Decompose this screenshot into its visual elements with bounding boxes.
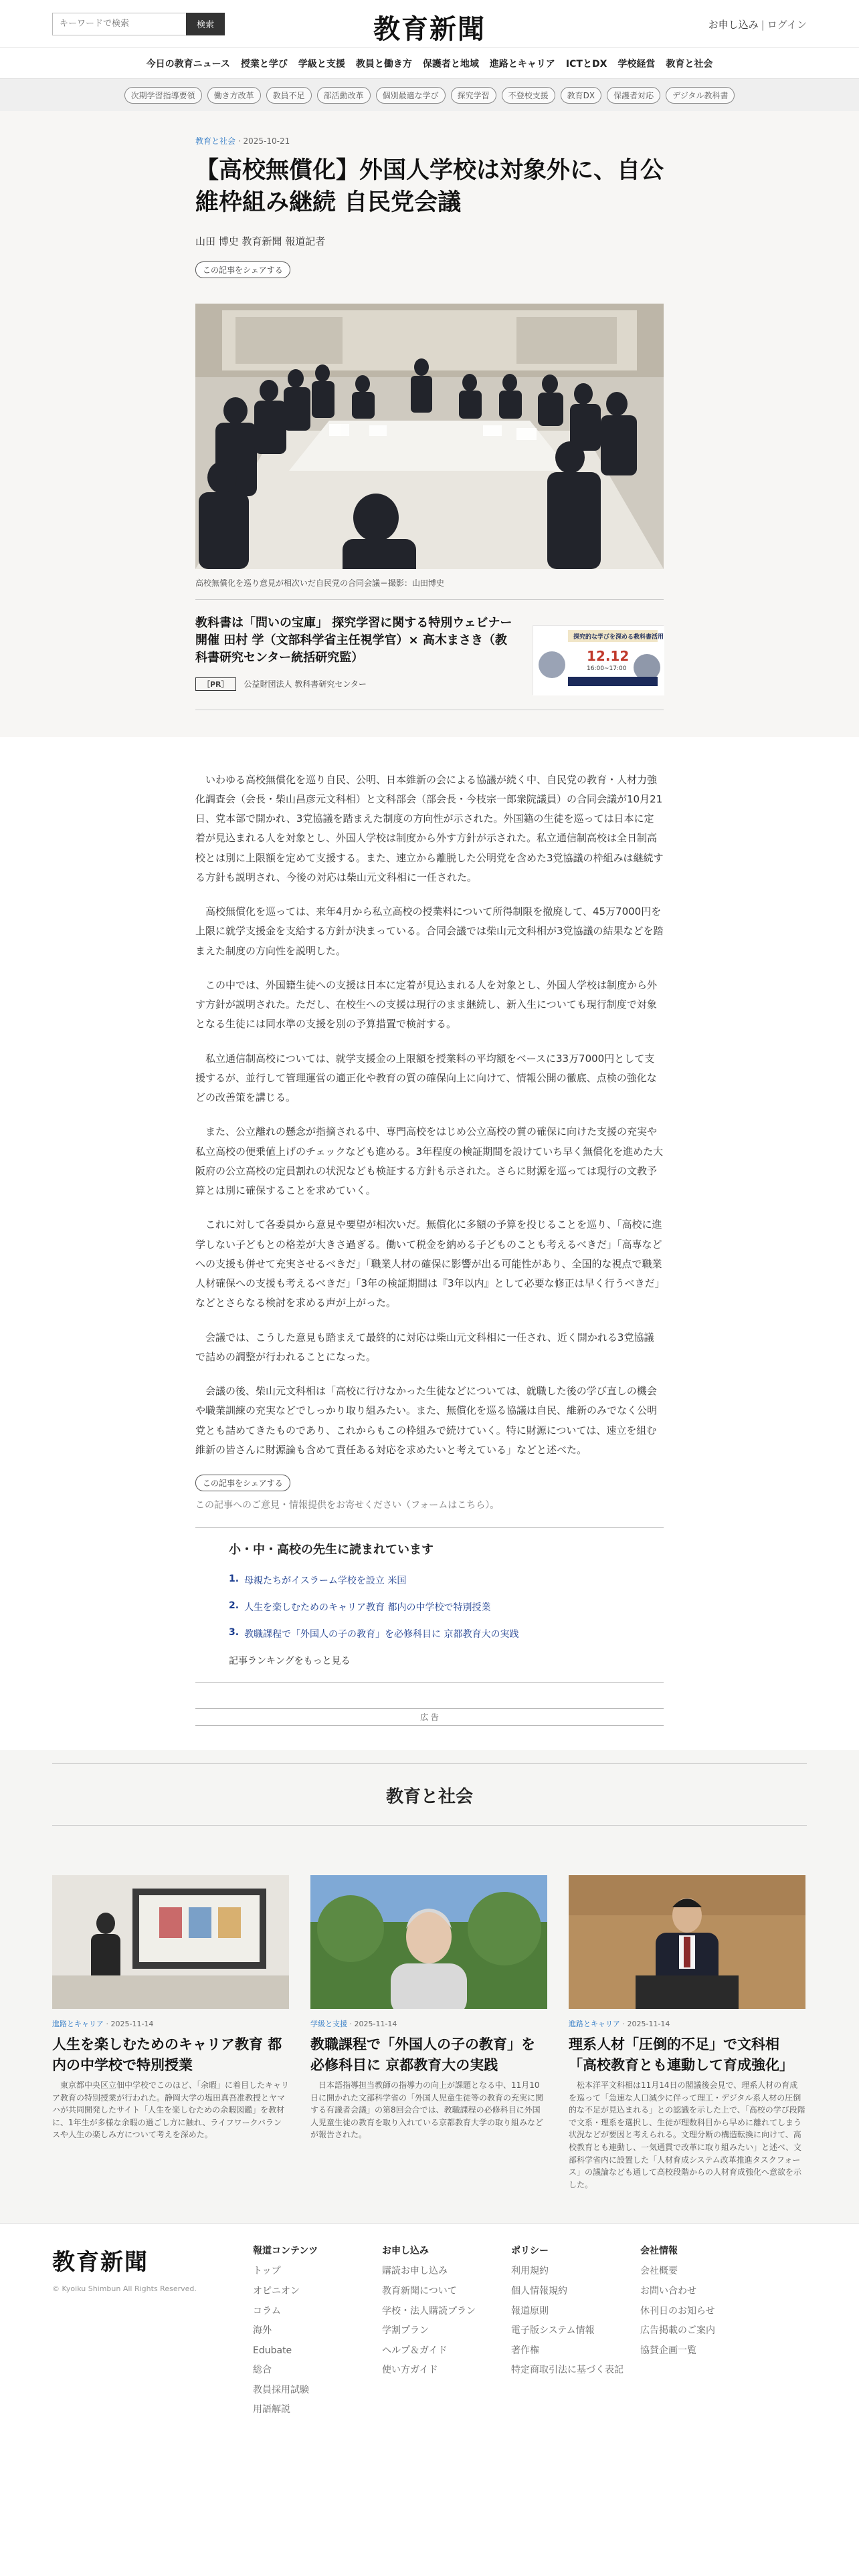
nav-item-lessons[interactable]: 授業と学び xyxy=(240,58,288,70)
feedback-link[interactable]: この記事へのご意見・情報提供をお寄せください（フォームはこちら）。 xyxy=(195,1500,500,1511)
main-nav xyxy=(0,48,859,79)
ranking-number: 3. xyxy=(229,1627,240,1638)
ranking-link[interactable]: 人生を楽しむためのキャリア教育 都内の中学校で特別授業 xyxy=(244,1602,491,1614)
ad-label: 広 告 xyxy=(195,1708,664,1726)
topic-tag[interactable]: 探究学習 xyxy=(451,87,496,104)
footer-link[interactable]: オピニオン xyxy=(253,2285,300,2296)
ranking-number: 2. xyxy=(229,1600,240,1612)
photo-caption: 高校無償化を巡り意見が相次いだ自民党の合同会議＝撮影：山田博史 xyxy=(195,577,664,600)
ranking-item[interactable] xyxy=(229,1574,630,1587)
login-link[interactable]: ログイン xyxy=(767,19,807,31)
pr-thumbnail-graphic xyxy=(533,626,664,695)
nav-item-class-support[interactable]: 学級と支援 xyxy=(298,58,345,70)
card-image[interactable] xyxy=(52,1875,289,2009)
footer-link[interactable]: お問い合わせ xyxy=(640,2285,696,2296)
share-button-bottom[interactable]: この記事をシェアする xyxy=(195,1475,290,1491)
search-input[interactable] xyxy=(52,13,186,35)
nav-item-career[interactable]: 進路とキャリア xyxy=(489,58,555,70)
footer-link[interactable]: 用語解説 xyxy=(253,2404,290,2416)
footer-link[interactable]: 協賛企画一覧 xyxy=(640,2345,696,2356)
nav-item-ict[interactable]: ICTとDX xyxy=(565,58,607,70)
ranking-number: 1. xyxy=(229,1574,240,1585)
footer-brand xyxy=(52,2244,253,2424)
article-card[interactable] xyxy=(569,1875,805,2191)
footer-column-content xyxy=(253,2244,382,2424)
pr-thumb-time: 16:00~17:00 xyxy=(587,665,627,672)
footer-column-heading: 報道コンテンツ xyxy=(253,2246,318,2257)
pr-badge: ［PR］ xyxy=(195,677,236,691)
site-logo[interactable]: 教育新聞 xyxy=(373,13,486,45)
auth-separator: | xyxy=(761,19,765,31)
meeting-photo-illustration xyxy=(195,304,664,569)
card-list xyxy=(52,1875,807,2191)
card-date: 2025-11-14 xyxy=(627,2020,670,2029)
pr-thumb-headline: 探究的な学びを深める教科書活用 xyxy=(573,633,664,641)
topic-tag[interactable]: デジタル教科書 xyxy=(666,87,735,104)
card-category[interactable]: 進路とキャリア xyxy=(569,2020,620,2029)
pr-footer xyxy=(195,677,518,691)
footer-link[interactable]: コラム xyxy=(253,2305,281,2317)
footer-link[interactable]: 著作権 xyxy=(511,2345,539,2356)
footer-link[interactable]: 電子版システム情報 xyxy=(511,2325,595,2337)
topic-tags xyxy=(0,79,859,111)
pr-text xyxy=(195,615,518,695)
auth-links xyxy=(708,17,807,31)
footer-link[interactable]: 教員採用試験 xyxy=(253,2384,309,2395)
footer-link[interactable]: Edubate xyxy=(253,2345,292,2356)
meta-dot: · xyxy=(237,136,244,146)
article-date: 2025-10-21 xyxy=(243,136,290,146)
article-meta xyxy=(195,135,664,146)
card-meta: 進路とキャリア · 2025-11-14 xyxy=(52,2020,154,2029)
pr-thumb-date: 12.12 xyxy=(587,647,630,664)
footer-link[interactable]: 広告掲載のご案内 xyxy=(640,2325,715,2337)
article-paragraph: 高校無償化を巡っては、来年4月から私立高校の授業料について所得制限を撤廃して、45万7000円を上限に就学支援金を支給する方針が決まっている。合同会議では柴山元文科相が3党協議の結果などを踏まえた制度の方向性を説明した。 xyxy=(195,905,664,957)
topic-tag[interactable]: 働き方改革 xyxy=(207,87,261,104)
card-category[interactable]: 学級と支援 xyxy=(310,2020,347,2029)
topic-tag[interactable]: 部活動改革 xyxy=(317,87,371,104)
article-card[interactable] xyxy=(52,1875,289,2191)
ranking-heading: 小・中・高校の先生に読まれています xyxy=(229,1543,434,1558)
article-paragraph: また、公立離れの懸念が指摘される中、専門高校をはじめ公立高校の質の確保に向けた支援の充実や私立高校の便乗値上げのチェックなども進める。3年程度の検証期間を設けていち早く無償化を進めた大阪府の公立高校の定員割れの状況なども検証する方針も示された。さらに財源を巡っては現行の文教予算とは別に確保することを求めていく。 xyxy=(195,1125,664,1197)
footer-column-heading: ポリシー xyxy=(511,2246,549,2257)
pr-sponsor: 公益財団法人 教科書研究センター xyxy=(244,679,367,689)
article-paragraph: 会議では、こうした意見も踏まえて最終的に対応は柴山元文科相に一任され、近く開かれる3党協議で詰めの調整が行われることになった。 xyxy=(195,1331,654,1363)
footer-link[interactable]: ヘルプ＆ガイド xyxy=(382,2345,448,2356)
footer-link[interactable]: 休刊日のお知らせ xyxy=(640,2305,715,2317)
ranking-link[interactable]: 教職課程で「外国人の子の教育」を必修科目に 京都教育大の実践 xyxy=(244,1629,519,1640)
pr-title[interactable]: 教科書は「問いの宝庫」 探究学習に関する特別ウェビナー開催 田村 学（文部科学省主任視学官）× 高木まさき（教科書研究センター統括研究監） xyxy=(195,615,512,665)
card-date: 2025-11-14 xyxy=(110,2020,154,2029)
article-header xyxy=(0,111,859,737)
search-form xyxy=(52,13,225,35)
portrait-photo-illustration xyxy=(310,1875,547,2009)
article-photo xyxy=(195,304,664,569)
card-title[interactable]: 理系人材「圧倒的不足」で文科相「高校教育とも連動して育成強化」 xyxy=(569,2036,793,2073)
search-button[interactable]: 検索 xyxy=(186,13,225,35)
card-category[interactable]: 進路とキャリア xyxy=(52,2020,104,2029)
card-image[interactable] xyxy=(310,1875,547,2009)
footer-link[interactable]: 購読お申し込み xyxy=(382,2266,448,2277)
card-title[interactable]: 人生を楽しむためのキャリア教育 都内の中学校で特別授業 xyxy=(52,2036,282,2073)
footer-link[interactable]: 利用規約 xyxy=(511,2266,549,2277)
card-image[interactable] xyxy=(569,1875,805,2009)
ranking-item[interactable] xyxy=(229,1600,630,1614)
article-paragraph: 会議の後、柴山元文科相は「高校に行けなかった生徒などについては、就職した後の学び直しの機会や職業訓練の充実などでしっかり取り組みたい。また、無償化を巡る協議は自民、維新のみでなく公明党とも詰めてきたものであり、これからもこの枠組みで続けていく。特に財源については、速立を組む維新の皆さんに財源論も含めて責任ある対応を求めたいと考えている」などと述べた。 xyxy=(195,1385,658,1456)
share-row-bottom xyxy=(195,1475,664,1491)
footer-column-heading: お申し込み xyxy=(382,2246,429,2257)
ranking-link[interactable]: 母親たちがイスラーム学校を設立 米国 xyxy=(244,1576,407,1587)
article-card[interactable] xyxy=(310,1875,547,2191)
footer-link[interactable]: 総合 xyxy=(253,2365,272,2376)
card-summary: 松本洋平文科相は11月14日の閣議後会見で、理系人材の育成を巡って「急速な人口減少に伴って理工・デジタル系人材の圧倒的な不足が見込まれる」との認識を示した上で、「高校の学び段階で文系・理系を選択し、生徒が理数科目から早めに離れてしまう状況などが要因と考えられる。文理分断の構造転換に向けて、高校教育とも連動し、一気通貫で改革に取り組みたい」と述べ、文部科学省内に設置した「人材育成システム改革推進タスクフォース」の議論なども通して高校段階からの人材育成強化へ意欲を示した。 xyxy=(569,2080,805,2189)
nav-item-parents[interactable]: 保護者と地域 xyxy=(422,58,479,70)
footer-column-heading: 会社情報 xyxy=(640,2246,678,2257)
topic-tag[interactable]: 個別最適な学び xyxy=(376,87,446,104)
card-summary: 日本語指導担当教師の指導力の向上が課題となる中、11月10日に開かれた文部科学省の「外国人児童生徒等の教育の充実に関する有識者会議」の第8回会合では、教職課程の必修科目に外国人児童生徒の教育を取り入れている京都教育大学の取り組みなどが報告された。 xyxy=(310,2080,544,2140)
section-title: 教育と社会 xyxy=(52,1764,807,1826)
nav-item-today[interactable]: 今日の教育ニュース xyxy=(146,58,230,70)
footer-link[interactable]: 海外 xyxy=(253,2325,272,2337)
footer-link[interactable]: 教育新聞について xyxy=(382,2285,457,2296)
footer-logo[interactable]: 教育新聞 xyxy=(52,2249,149,2276)
card-meta: 進路とキャリア · 2025-11-14 xyxy=(569,2020,670,2029)
ranking-box xyxy=(195,1527,664,1683)
pr-banner[interactable] xyxy=(195,615,664,710)
article-paragraph: いわゆる高校無償化を巡り自民、公明、日本維新の会による協議が続く中、自民党の教育・人材力強化調査会（会長・柴山昌彦元文科相）と文科部会（部会長・今枝宗一郎衆院議員）の合同会議が10月21日、党本部で開かれ、3党協議を踏まえた制度の方向性が示された。外国籍の生徒を巡っては日本に定着が見込まれる人を対象とし、外国人学校は制度から外す方針が示された。私立通信制高校は全日制高校とは別に上限額を定めて支援する。また、速立から離脱した公明党を含めた3党協議の枠組みは継続する方針も説明され、今後の対応は柴山元文科相に一任された。 xyxy=(195,773,664,883)
topic-tag[interactable]: 教育DX xyxy=(561,87,601,104)
section-related xyxy=(0,1750,859,2223)
card-summary: 東京都中央区立佃中学校でこのほど、「余暇」に着目したキャリア教育の特別授業が行われた。静岡大学の塩田真吾准教授とヤマハが共同開発したサイト「人生を楽しむための余暇図鑑」を教材に、1年生が多様な余暇の過ごし方に触れ、ライフワークバランスや人生の楽しみ方について考えを深めた。 xyxy=(52,2080,290,2140)
press-conference-photo-illustration xyxy=(569,1875,805,2009)
top-bar xyxy=(0,0,859,48)
article-title: 【高校無償化】外国人学校は対象外に、自公維枠組み継続 自民党会議 xyxy=(195,157,664,217)
article-category[interactable]: 教育と社会 xyxy=(195,136,236,146)
footer-link[interactable]: 特定商取引法に基づく表記 xyxy=(511,2365,624,2376)
topic-tag[interactable]: 次期学習指導要領 xyxy=(124,87,202,104)
topic-tag[interactable]: 教員不足 xyxy=(266,87,312,104)
footer-link[interactable]: 使い方ガイド xyxy=(382,2365,438,2376)
article-paragraph: この中では、外国籍生徒への支援は日本に定着が見込まれる人を対象とし、外国人学校は制度から外す方針が説明された。ただし、在校生への支援は現行のまま継続し、新入生についても現行制度で対象となる生徒には同水準の支援を別の予算措置で検討する。 xyxy=(195,978,658,1031)
nav-item-teachers[interactable]: 教員と働き方 xyxy=(355,58,412,70)
nav-item-society[interactable]: 教育と社会 xyxy=(666,58,713,70)
footer-column-company xyxy=(640,2244,769,2424)
pr-thumbnail[interactable] xyxy=(533,625,664,695)
footer-link[interactable]: 個人情報規約 xyxy=(511,2285,567,2296)
card-title[interactable]: 教職課程で「外国人の子の教育」を必修科目に 京都教育大の実践 xyxy=(310,2036,535,2073)
footer-link[interactable]: 会社概要 xyxy=(640,2266,678,2277)
article-byline: 山田 博史 教育新聞 報道記者 xyxy=(195,235,326,247)
footer-copyright: © Kyoiku Shimbun All Rights Reserved. xyxy=(52,2284,197,2294)
ranking-item[interactable] xyxy=(229,1627,630,1640)
signup-link[interactable]: お申し込み xyxy=(708,19,759,31)
article-body xyxy=(195,737,664,1519)
share-button-top[interactable]: この記事をシェアする xyxy=(195,261,290,278)
site-footer xyxy=(0,2223,859,2424)
footer-link[interactable]: 学校・法人購読プラン xyxy=(382,2305,476,2317)
topic-tag[interactable]: 保護者対応 xyxy=(607,87,660,104)
classroom-photo-illustration xyxy=(52,1875,289,2009)
card-meta: 学級と支援 · 2025-11-14 xyxy=(310,2020,397,2029)
footer-link[interactable]: 学割プラン xyxy=(382,2325,429,2337)
card-date: 2025-11-14 xyxy=(354,2020,397,2029)
footer-link[interactable]: 報道原則 xyxy=(511,2305,549,2317)
footer-link[interactable]: トップ xyxy=(253,2266,281,2277)
article-paragraph: これに対して各委員から意見や要望が相次いだ。無償化に多額の予算を投じることを巡り、「高校に進学しない子どもとの格差が大きさ過ぎる。働いて税金を納める子どものことも考えるべきだ」「高専などへの支援も併せて充実させるべきだ」「職業人材の確保に影響が出る可能性があり、全国的な視点で職業人材確保への支援も考えるべきだ」「3年の検証期間は『3年以内』として必要な修正は早く行うべきだ」などとさらなる検討を求める声が上がった。 xyxy=(195,1218,662,1309)
article-paragraph: 私立通信制高校については、就学支援金の上限額を授業料の平均額をベースに33万7000円として支援するが、並行して管理運営の適正化や教育の質の確保向上に向けて、情報公開の徹底、点検の強化などの改善策を講じる。 xyxy=(195,1052,657,1104)
topic-tag[interactable]: 不登校支援 xyxy=(502,87,555,104)
footer-column-policy xyxy=(511,2244,640,2424)
footer-column-subscribe xyxy=(382,2244,511,2424)
nav-item-management[interactable]: 学校経営 xyxy=(617,58,656,70)
ranking-more-link[interactable]: 記事ランキングをもっと見る xyxy=(229,1656,351,1667)
